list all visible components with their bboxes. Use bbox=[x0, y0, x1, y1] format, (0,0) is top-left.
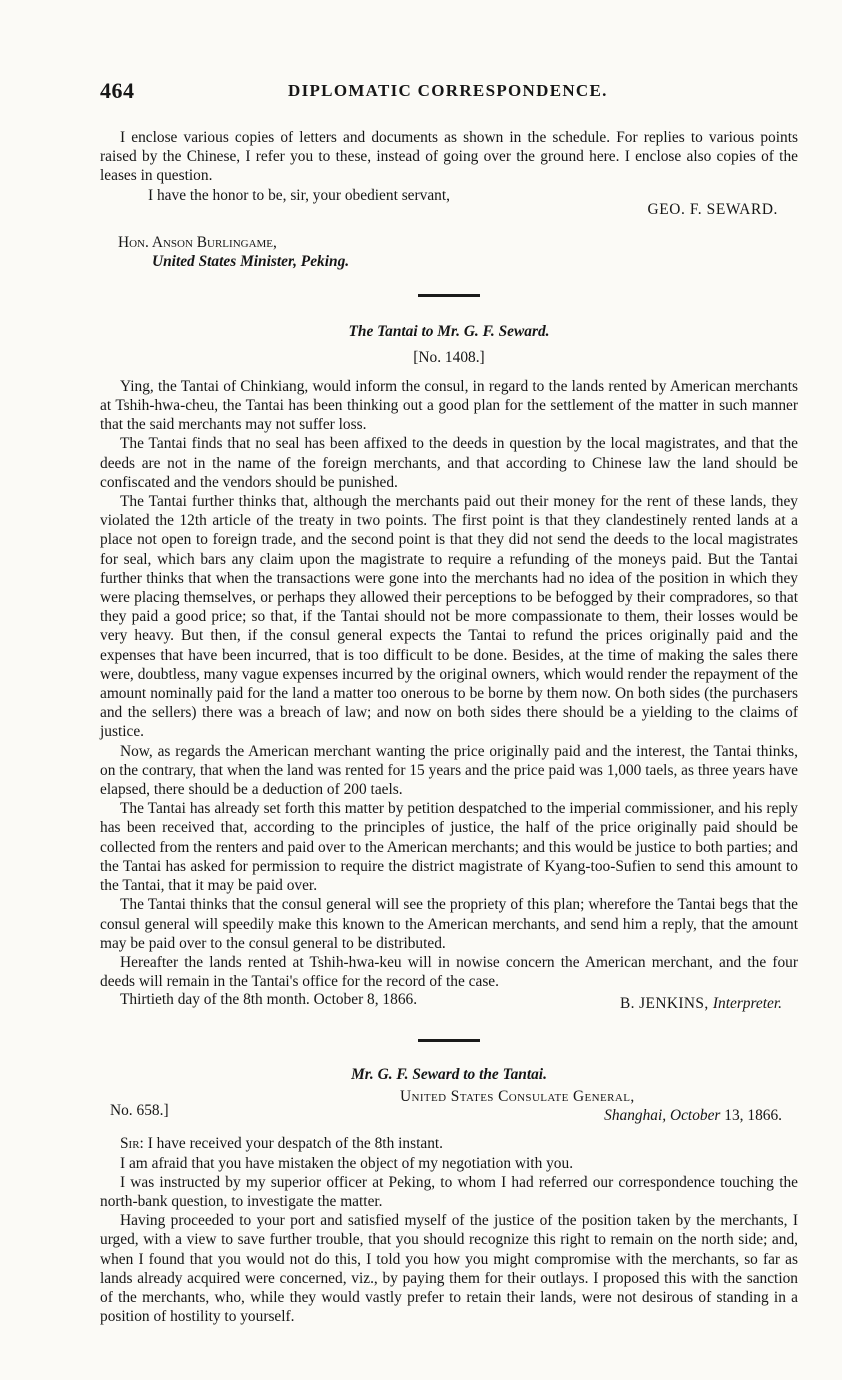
addressee-title: United States Minister, Peking. bbox=[152, 253, 350, 271]
letter2-paragraph: Now, as regards the American merchant wanting the price originally paid and the interest, the Tantai thinks, on the contrary, that when the land was rented for 15 years and the price paid was 1,000 taels, as three years have elapsed, there should be a deduction of 200 taels. bbox=[100, 742, 798, 799]
running-head bbox=[100, 78, 798, 108]
document-page bbox=[100, 78, 798, 1326]
letter2-paragraph: The Tantai has already set forth this matter by petition despatched to the imperial commissioner, and his reply has been received that, according to the principles of justice, the half of the price originally paid should be collected from the renters and paid over to the American merchants; and this would be justice to both parties; and the Tantai has asked for permission to require the district magistrate of Kyang-too-Sufien to send this amount to the Tantai, that it may be paid over. bbox=[100, 800, 798, 895]
letter3-paragraph: I was instructed by my superior officer at Peking, to whom I had referred our correspondence touching the north-bank question, to investigate the matter. bbox=[100, 1173, 798, 1210]
letter3-paragraph: I am afraid that you have mistaken the object of my negotiation with you. bbox=[120, 1154, 574, 1172]
letter2-paragraph: Hereafter the lands rented at Tshih-hwa-keu will in nowise concern the American merchant, and the four deeds will remain in the Tantai's office for the record of the case. bbox=[100, 953, 798, 991]
interpreter-name: B. JENKINS, bbox=[620, 995, 709, 1013]
consulate-name: United States Consulate General, bbox=[400, 1088, 635, 1106]
letter2-heading: The Tantai to Mr. G. F. Seward. bbox=[348, 322, 550, 340]
letter1-addressee bbox=[100, 233, 798, 272]
letter2-paragraph: The Tantai finds that no seal has been affixed to the deeds in question by the local magistrates, and that the deeds are not in the name of the foreign merchants, and that according to Chinese law the land should be confiscated and the vendors should be punished. bbox=[100, 435, 798, 491]
letter1-closing: I have the honor to be, sir, your obedient servant, bbox=[148, 186, 450, 204]
letter3-paragraph: Having proceeded to your port and satisfied myself of the justice of the position taken by the merchants, I urged, with a view to save further trouble, that you should recognize this right to remain on the north side; and, when I found that you would not do this, I told you how you might compromise with the merchants, so far as lands already acquired were concerned, viz., by paying them for their outlays. I proposed this with the sanction of the merchants, who, while they would vastly prefer to retain their lands, were not desirous of standing in a position of hostility to yourself. bbox=[100, 1212, 798, 1326]
letter2-date-row bbox=[100, 991, 798, 1013]
interpreter-title: Interpreter. bbox=[712, 995, 782, 1013]
letter3-number: No. 658.] bbox=[110, 1102, 169, 1120]
running-title: DIPLOMATIC CORRESPONDENCE. bbox=[288, 81, 608, 100]
letter3-header bbox=[100, 1088, 798, 1128]
letter3-first-line: I have received your despatch of the 8th instant. bbox=[147, 1135, 444, 1153]
letter1-paragraph: I enclose various copies of letters and documents as shown in the schedule. For replies to various points raised by the Chinese, I refer you to these, instead of going over the ground here. I enclose also copies of the leases in question. bbox=[100, 129, 798, 185]
letter2-paragraph: The Tantai thinks that the consul general will see the propriety of this plan; wherefore the Tantai begs that the consul general will speedily make this known to the American merchants, and send him a reply, that the amount may be paid over to the consul general to be distributed. bbox=[100, 896, 798, 952]
letter3-dateline bbox=[604, 1107, 782, 1125]
letter1-signature-row bbox=[100, 200, 798, 225]
salutation: Sir: bbox=[120, 1135, 144, 1153]
letter2-number: [No. 1408.] bbox=[413, 348, 485, 366]
letter2-paragraph: Ying, the Tantai of Chinkiang, would inform the consul, in regard to the lands rented by American merchants at Tshih-hwa-cheu, the Tantai has been thinking out a good plan for the settlement of the matter in such manner that the said merchants may not suffer loss. bbox=[100, 377, 798, 434]
letter3-date: 13, 1866. bbox=[724, 1107, 782, 1125]
letter2-signature bbox=[620, 995, 782, 1013]
addressee-name: Hon. Anson Burlingame, bbox=[118, 233, 277, 251]
letter3-place: Shanghai, bbox=[604, 1107, 667, 1125]
letter1-signature: GEO. F. SEWARD. bbox=[647, 200, 778, 218]
letter3-opening bbox=[100, 1134, 798, 1153]
letter3-heading: Mr. G. F. Seward to the Tantai. bbox=[351, 1066, 547, 1084]
letter2-date: Thirtieth day of the 8th month. October 8, 1866. bbox=[120, 991, 418, 1009]
letter2-paragraph: The Tantai further thinks that, although the merchants paid out their money for the rent of these lands, they violated the 12th article of the treaty in two points. The first point is that they clandestinely rented lands at a place not open to foreign trade, and the second point is that they did not send the deeds to the local magistrates for seal, which bars any claim upon the magistrate to require a refunding of the moneys paid. But the Tantai further thinks that when the transactions were gone into the merchants had no idea of the position in which they were placing themselves, or perhaps they allowed their perceptions to be befogged by their compradores, so that they paid a good price; so that, if the Tantai should not be more compassionate to them, their losses would be very heavy. But then, if the consul general expects the Tantai to refund the prices originally paid and the expenses that have been incurred, that is too difficult to be done. Besides, at the time of making the sales there were, doubtless, many vague expenses incurred by the original owners, which would render the repayment of the amount nominally paid for the land a matter too onerous to be borne by them now. On both sides (the purchasers and the sellers) there was a breach of law; and now on both sides there should be a yielding to the claims of justice. bbox=[100, 493, 798, 741]
letter3-month: October bbox=[669, 1107, 721, 1125]
page-number: 464 bbox=[100, 78, 135, 103]
